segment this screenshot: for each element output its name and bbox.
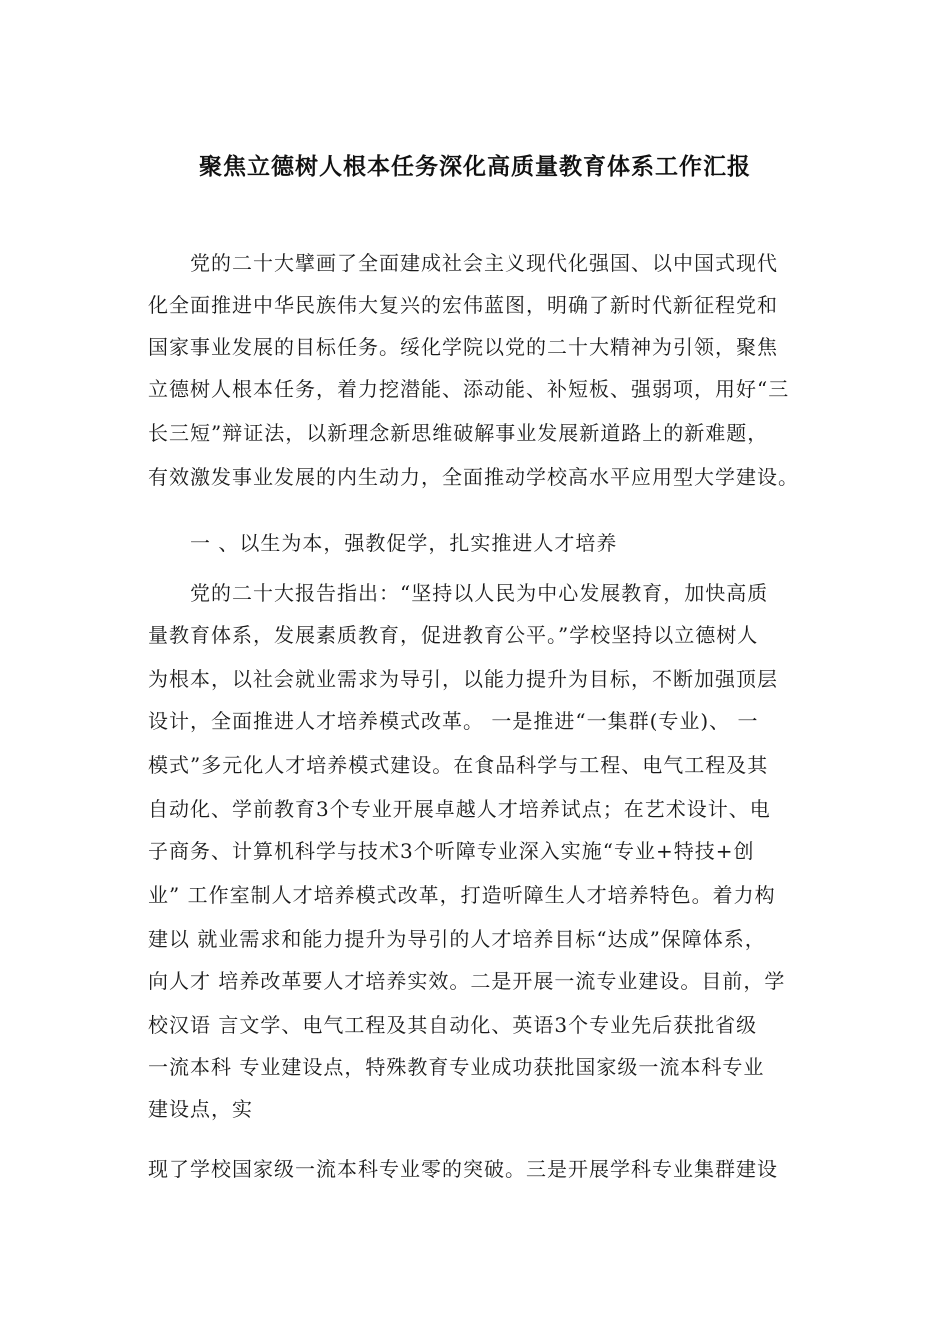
paragraph-line-15: 建以 就业需求和能力提升为导引的人才培养目标“达成”保障体系，	[148, 927, 766, 951]
paragraph-line-18: 一流本科 专业建设点，特殊教育专业成功获批国家级一流本科专业	[148, 1055, 765, 1079]
document-title: 聚焦立德树人根本任务深化高质量教育体系工作汇报	[199, 154, 751, 180]
paragraph-line-13: 子商务、计算机科学与技术3个听障专业深入实施“专业+特技+创	[148, 839, 755, 863]
paragraph-line-10: 设计，全面推进人才培养模式改革。 一是推进“一集群(专业)、 一	[148, 709, 759, 733]
paragraph-line-2: 化全面推进中华民族伟大复兴的宏伟蓝图，明确了新时代新征程党和	[148, 293, 778, 317]
paragraph-line-6: 有效激发事业发展的内生动力，全面推动学校高水平应用型大学建设。	[148, 465, 799, 489]
paragraph-line-19: 建设点，实	[148, 1097, 253, 1121]
paragraph-line-16: 向人才 培养改革要人才培养实效。二是开展一流专业建设。目前，学	[148, 969, 786, 993]
paragraph-line-11: 模式”多元化人才培养模式建设。在食品科学与工程、电气工程及其	[148, 753, 769, 777]
paragraph-line-1: 党的二十大擘画了全面建成社会主义现代化强国、以中国式现代	[190, 251, 778, 275]
paragraph-line-3: 国家事业发展的目标任务。绥化学院以党的二十大精神为引领，聚焦	[148, 335, 778, 359]
paragraph-line-5: 长三短”辩证法，以新理念新思维破解事业发展新道路上的新难题，	[148, 421, 769, 445]
paragraph-line-17: 校汉语 言文学、电气工程及其自动化、英语3个专业先后获批省级	[148, 1013, 758, 1037]
paragraph-line-14: 业” 工作室制人才培养模式改革，打造听障生人才培养特色。着力构	[148, 883, 776, 907]
paragraph-line-9: 为根本，以社会就业需求为导引，以能力提升为目标，不断加强顶层	[148, 667, 778, 691]
paragraph-line-7: 党的二十大报告指出：“坚持以人民为中心发展教育，加快高质	[190, 581, 769, 605]
paragraph-line-4: 立德树人根本任务，着力挖潜能、添动能、补短板、强弱项，用好“三	[148, 377, 790, 401]
paragraph-line-8: 量教育体系，发展素质教育，促进教育公平。”学校坚持以立德树人	[148, 623, 759, 647]
paragraph-line-12: 自动化、学前教育3个专业开展卓越人才培养试点；在艺术设计、电	[148, 797, 771, 821]
section-heading: 一 、以生为本，强教促学，扎实推进人才培养	[190, 531, 618, 555]
paragraph-line-20: 现了学校国家级一流本科专业零的突破。三是开展学科专业集群建设	[148, 1157, 778, 1181]
